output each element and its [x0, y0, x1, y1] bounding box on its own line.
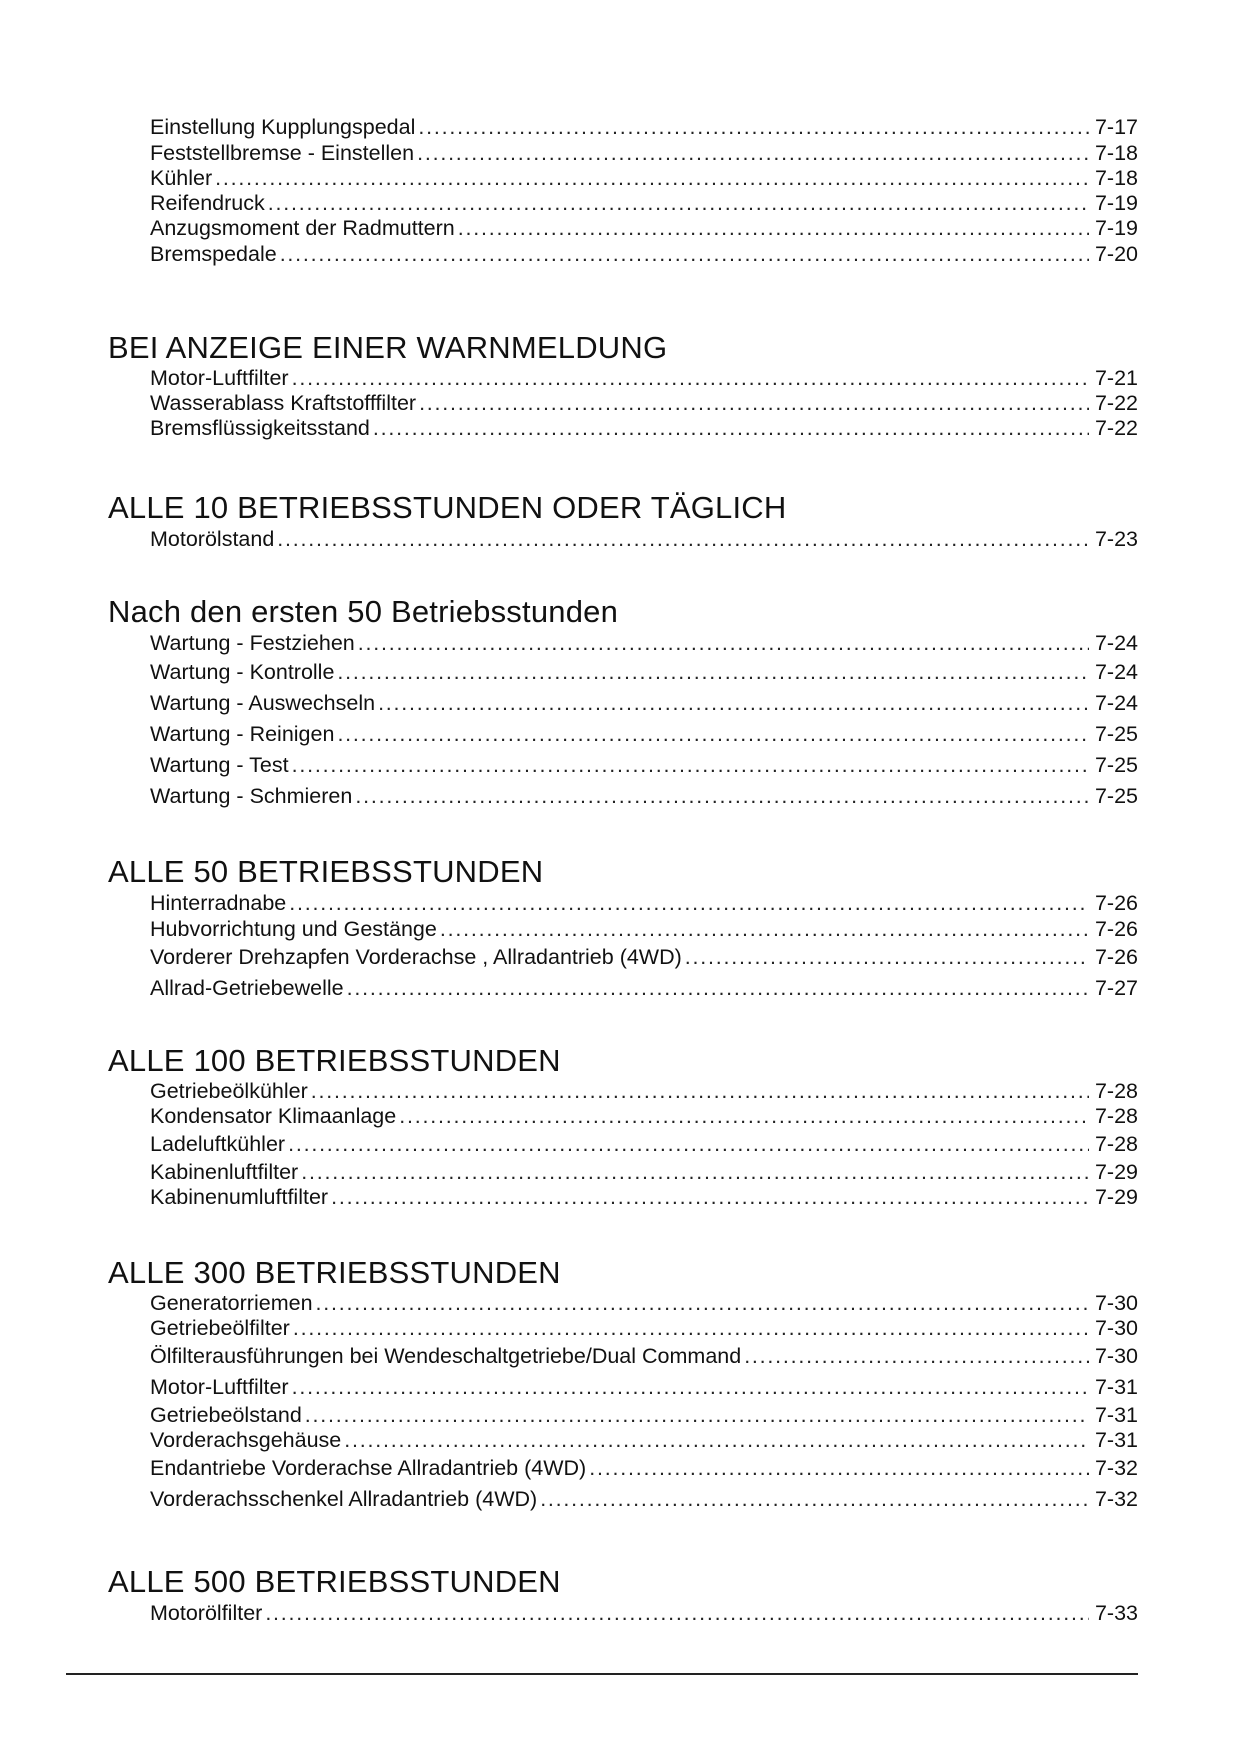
toc-entry-page: 7-31 — [1094, 1375, 1138, 1399]
toc-entry[interactable] — [150, 750, 1138, 781]
toc-entry[interactable] — [150, 1403, 1138, 1428]
toc-entry[interactable] — [150, 719, 1138, 750]
toc-entry[interactable] — [150, 391, 1138, 416]
toc-entry[interactable] — [150, 1484, 1138, 1515]
toc-entry[interactable] — [150, 366, 1138, 391]
toc-entry-page: 7-24 — [1094, 631, 1138, 655]
toc-entry-label: Wartung - Festziehen — [150, 631, 355, 655]
toc-entry-label: Getriebeölstand — [150, 1403, 302, 1427]
toc-entry-page: 7-28 — [1094, 1079, 1138, 1103]
dot-leader — [265, 1600, 1089, 1627]
toc-group-every-10-hours — [108, 490, 1138, 553]
dot-leader — [337, 719, 1089, 750]
toc-entry[interactable] — [150, 216, 1138, 241]
toc-entry-page: 7-18 — [1094, 166, 1138, 190]
toc-entry-list — [150, 890, 1138, 1004]
toc-entry-page: 7-30 — [1094, 1316, 1138, 1340]
toc-entry[interactable] — [150, 630, 1138, 657]
toc-entry-page: 7-20 — [1094, 242, 1138, 266]
toc-entry-label: Ladeluftkühler — [150, 1132, 286, 1156]
toc-entry-label: Wartung - Reinigen — [150, 722, 335, 746]
section-heading: BEI ANZEIGE EINER WARNMELDUNG — [108, 330, 668, 365]
toc-entry-page: 7-25 — [1094, 753, 1138, 777]
toc-entry-page: 7-19 — [1094, 191, 1138, 215]
toc-entry-list — [150, 1600, 1138, 1627]
toc-entry[interactable] — [150, 1129, 1138, 1160]
toc-entry-label: Reifendruck — [150, 191, 265, 215]
toc-entry-page: 7-21 — [1094, 366, 1138, 390]
toc-entry-label: Ölfilterausführungen bei Wendeschaltgetriebe/Dual Command — [150, 1344, 742, 1368]
toc-entry-label: Bremsflüssigkeitsstand — [150, 416, 370, 440]
dot-leader — [344, 1428, 1089, 1453]
toc-entry-page: 7-33 — [1094, 1601, 1138, 1625]
toc-entry[interactable] — [150, 1079, 1138, 1104]
toc-entry-page: 7-26 — [1094, 917, 1138, 941]
toc-entry-label: Feststellbremse - Einstellen — [150, 141, 415, 165]
dot-leader — [305, 1403, 1089, 1428]
toc-entry[interactable] — [150, 241, 1138, 268]
toc-entry-page: 7-31 — [1094, 1428, 1138, 1452]
toc-entry[interactable] — [150, 1428, 1138, 1453]
dot-leader — [419, 391, 1089, 416]
dot-leader — [289, 890, 1089, 917]
toc-entry-label: Anzugsmoment der Radmuttern — [150, 216, 455, 240]
toc-entry[interactable] — [150, 688, 1138, 719]
toc-entry-label: Wasserablass Kraftstofffilter — [150, 391, 417, 415]
toc-entry-page: 7-17 — [1094, 115, 1138, 139]
toc-entry-label: Wartung - Kontrolle — [150, 660, 335, 684]
toc-entry-page: 7-29 — [1094, 1160, 1138, 1184]
dot-leader — [316, 1291, 1089, 1316]
toc-entry-page: 7-26 — [1094, 891, 1138, 915]
toc-entry-page: 7-25 — [1094, 784, 1138, 808]
toc-entry-label: Hinterradnabe — [150, 891, 287, 915]
toc-entry[interactable] — [150, 1104, 1138, 1129]
section-heading: ALLE 100 BETRIEBSSTUNDEN — [108, 1043, 561, 1078]
toc-entry-list — [150, 1291, 1138, 1515]
toc-entry-label: Kabinenumluftfilter — [150, 1185, 329, 1209]
toc-entry[interactable] — [150, 1341, 1138, 1372]
dot-leader — [292, 366, 1089, 391]
toc-entry[interactable] — [150, 114, 1138, 141]
dot-leader — [458, 216, 1089, 241]
dot-leader — [292, 750, 1089, 781]
dot-leader — [337, 657, 1089, 688]
dot-leader — [288, 1129, 1089, 1160]
toc-entry-page: 7-23 — [1094, 527, 1138, 551]
toc-entry-label: Vorderachsschenkel Allradantrieb (4WD) — [150, 1487, 538, 1511]
section-heading: ALLE 500 BETRIEBSSTUNDEN — [108, 1564, 561, 1599]
footer-divider — [66, 1673, 1138, 1675]
dot-leader — [685, 942, 1089, 973]
toc-entry[interactable] — [150, 1600, 1138, 1627]
toc-entry-label: Getriebeölfilter — [150, 1316, 290, 1340]
toc-entry-page: 7-26 — [1094, 945, 1138, 969]
toc-entry-page: 7-31 — [1094, 1403, 1138, 1427]
toc-entry-page: 7-25 — [1094, 722, 1138, 746]
toc-entry-label: Einstellung Kupplungspedal — [150, 115, 416, 139]
toc-entry[interactable] — [150, 657, 1138, 688]
toc-entry[interactable] — [150, 141, 1138, 166]
dot-leader — [292, 1372, 1089, 1403]
toc-entry-page: 7-30 — [1094, 1344, 1138, 1368]
toc-entry-page: 7-29 — [1094, 1185, 1138, 1209]
toc-entry[interactable] — [150, 1453, 1138, 1484]
toc-entry[interactable] — [150, 416, 1138, 441]
toc-entry-page: 7-28 — [1094, 1132, 1138, 1156]
toc-entry[interactable] — [150, 973, 1138, 1004]
dot-leader — [293, 1316, 1089, 1341]
toc-entry-page: 7-28 — [1094, 1104, 1138, 1128]
toc-group-warning-message — [108, 330, 1138, 441]
toc-entry[interactable] — [150, 526, 1138, 553]
toc-entry-page: 7-30 — [1094, 1291, 1138, 1315]
dot-leader — [418, 114, 1089, 141]
toc-group-continued — [108, 114, 1138, 268]
dot-leader — [589, 1453, 1089, 1484]
section-heading: ALLE 10 BETRIEBSSTUNDEN ODER TÄGLICH — [108, 490, 787, 525]
toc-entry-label: Kabinenluftfilter — [150, 1160, 299, 1184]
dot-leader — [358, 630, 1089, 657]
dot-leader — [440, 917, 1089, 942]
toc-entry-label: Bremspedale — [150, 242, 277, 266]
toc-group-first-50-hours — [108, 594, 1138, 812]
toc-entry-label: Allrad-Getriebewelle — [150, 976, 344, 1000]
toc-entry-page: 7-22 — [1094, 416, 1138, 440]
section-heading: ALLE 300 BETRIEBSSTUNDEN — [108, 1255, 561, 1290]
toc-entry-label: Motorölstand — [150, 527, 275, 551]
dot-leader — [378, 688, 1089, 719]
dot-leader — [417, 141, 1089, 166]
dot-leader — [277, 526, 1089, 553]
toc-entry[interactable] — [150, 942, 1138, 973]
toc-entry-label: Wartung - Schmieren — [150, 784, 353, 808]
toc-entry[interactable] — [150, 1185, 1138, 1210]
toc-entry-label: Wartung - Auswechseln — [150, 691, 376, 715]
toc-entry-page: 7-32 — [1094, 1456, 1138, 1480]
toc-entry-label: Kühler — [150, 166, 213, 190]
dot-leader — [355, 781, 1089, 812]
dot-leader — [540, 1484, 1089, 1515]
toc-group-every-500-hours — [108, 1564, 1138, 1627]
dot-leader — [268, 191, 1089, 216]
toc-entry-page: 7-27 — [1094, 976, 1138, 1000]
dot-leader — [215, 166, 1089, 191]
dot-leader — [301, 1160, 1089, 1185]
toc-entry-page: 7-22 — [1094, 391, 1138, 415]
dot-leader — [744, 1341, 1089, 1372]
toc-entry-label: Getriebeölkühler — [150, 1079, 308, 1103]
toc-entry-list — [150, 630, 1138, 812]
toc-entry[interactable] — [150, 1291, 1138, 1316]
toc-group-every-300-hours — [108, 1255, 1138, 1515]
toc-entry-label: Motor-Luftfilter — [150, 366, 289, 390]
toc-entry[interactable] — [150, 191, 1138, 216]
toc-entry-page: 7-32 — [1094, 1487, 1138, 1511]
dot-leader — [347, 973, 1089, 1004]
toc-entry-label: Kondensator Klimaanlage — [150, 1104, 397, 1128]
toc-entry[interactable] — [150, 1372, 1138, 1403]
toc-entry-label: Wartung - Test — [150, 753, 289, 777]
dot-leader — [373, 416, 1089, 441]
dot-leader — [399, 1104, 1089, 1129]
toc-entry-list — [150, 114, 1138, 268]
toc-entry-label: Vorderer Drehzapfen Vorderachse , Allradantrieb (4WD) — [150, 945, 682, 969]
toc-entry[interactable] — [150, 890, 1138, 917]
toc-entry[interactable] — [150, 166, 1138, 191]
toc-entry-label: Generatorriemen — [150, 1291, 313, 1315]
section-heading: Nach den ersten 50 Betriebsstunden — [108, 594, 619, 629]
toc-entry[interactable] — [150, 917, 1138, 942]
dot-leader — [280, 241, 1089, 268]
toc-entry-label: Motor-Luftfilter — [150, 1375, 289, 1399]
section-heading: ALLE 50 BETRIEBSSTUNDEN — [108, 854, 544, 889]
toc-entry-page: 7-19 — [1094, 216, 1138, 240]
toc-entry[interactable] — [150, 781, 1138, 812]
toc-entry-list — [150, 1079, 1138, 1210]
toc-entry[interactable] — [150, 1160, 1138, 1185]
toc-entry-list — [150, 366, 1138, 441]
toc-entry-label: Endantriebe Vorderachse Allradantrieb (4WD) — [150, 1456, 587, 1480]
toc-entry-list — [150, 526, 1138, 553]
toc-entry-page: 7-18 — [1094, 141, 1138, 165]
toc-entry-label: Hubvorrichtung und Gestänge — [150, 917, 437, 941]
dot-leader — [311, 1079, 1089, 1104]
toc-group-every-100-hours — [108, 1043, 1138, 1210]
toc-group-every-50-hours — [108, 854, 1138, 1004]
toc-entry-label: Vorderachsgehäuse — [150, 1428, 342, 1452]
dot-leader — [331, 1185, 1089, 1210]
toc-entry-page: 7-24 — [1094, 660, 1138, 684]
toc-entry-page: 7-24 — [1094, 691, 1138, 715]
toc-entry-label: Motorölfilter — [150, 1601, 263, 1625]
toc-entry[interactable] — [150, 1316, 1138, 1341]
